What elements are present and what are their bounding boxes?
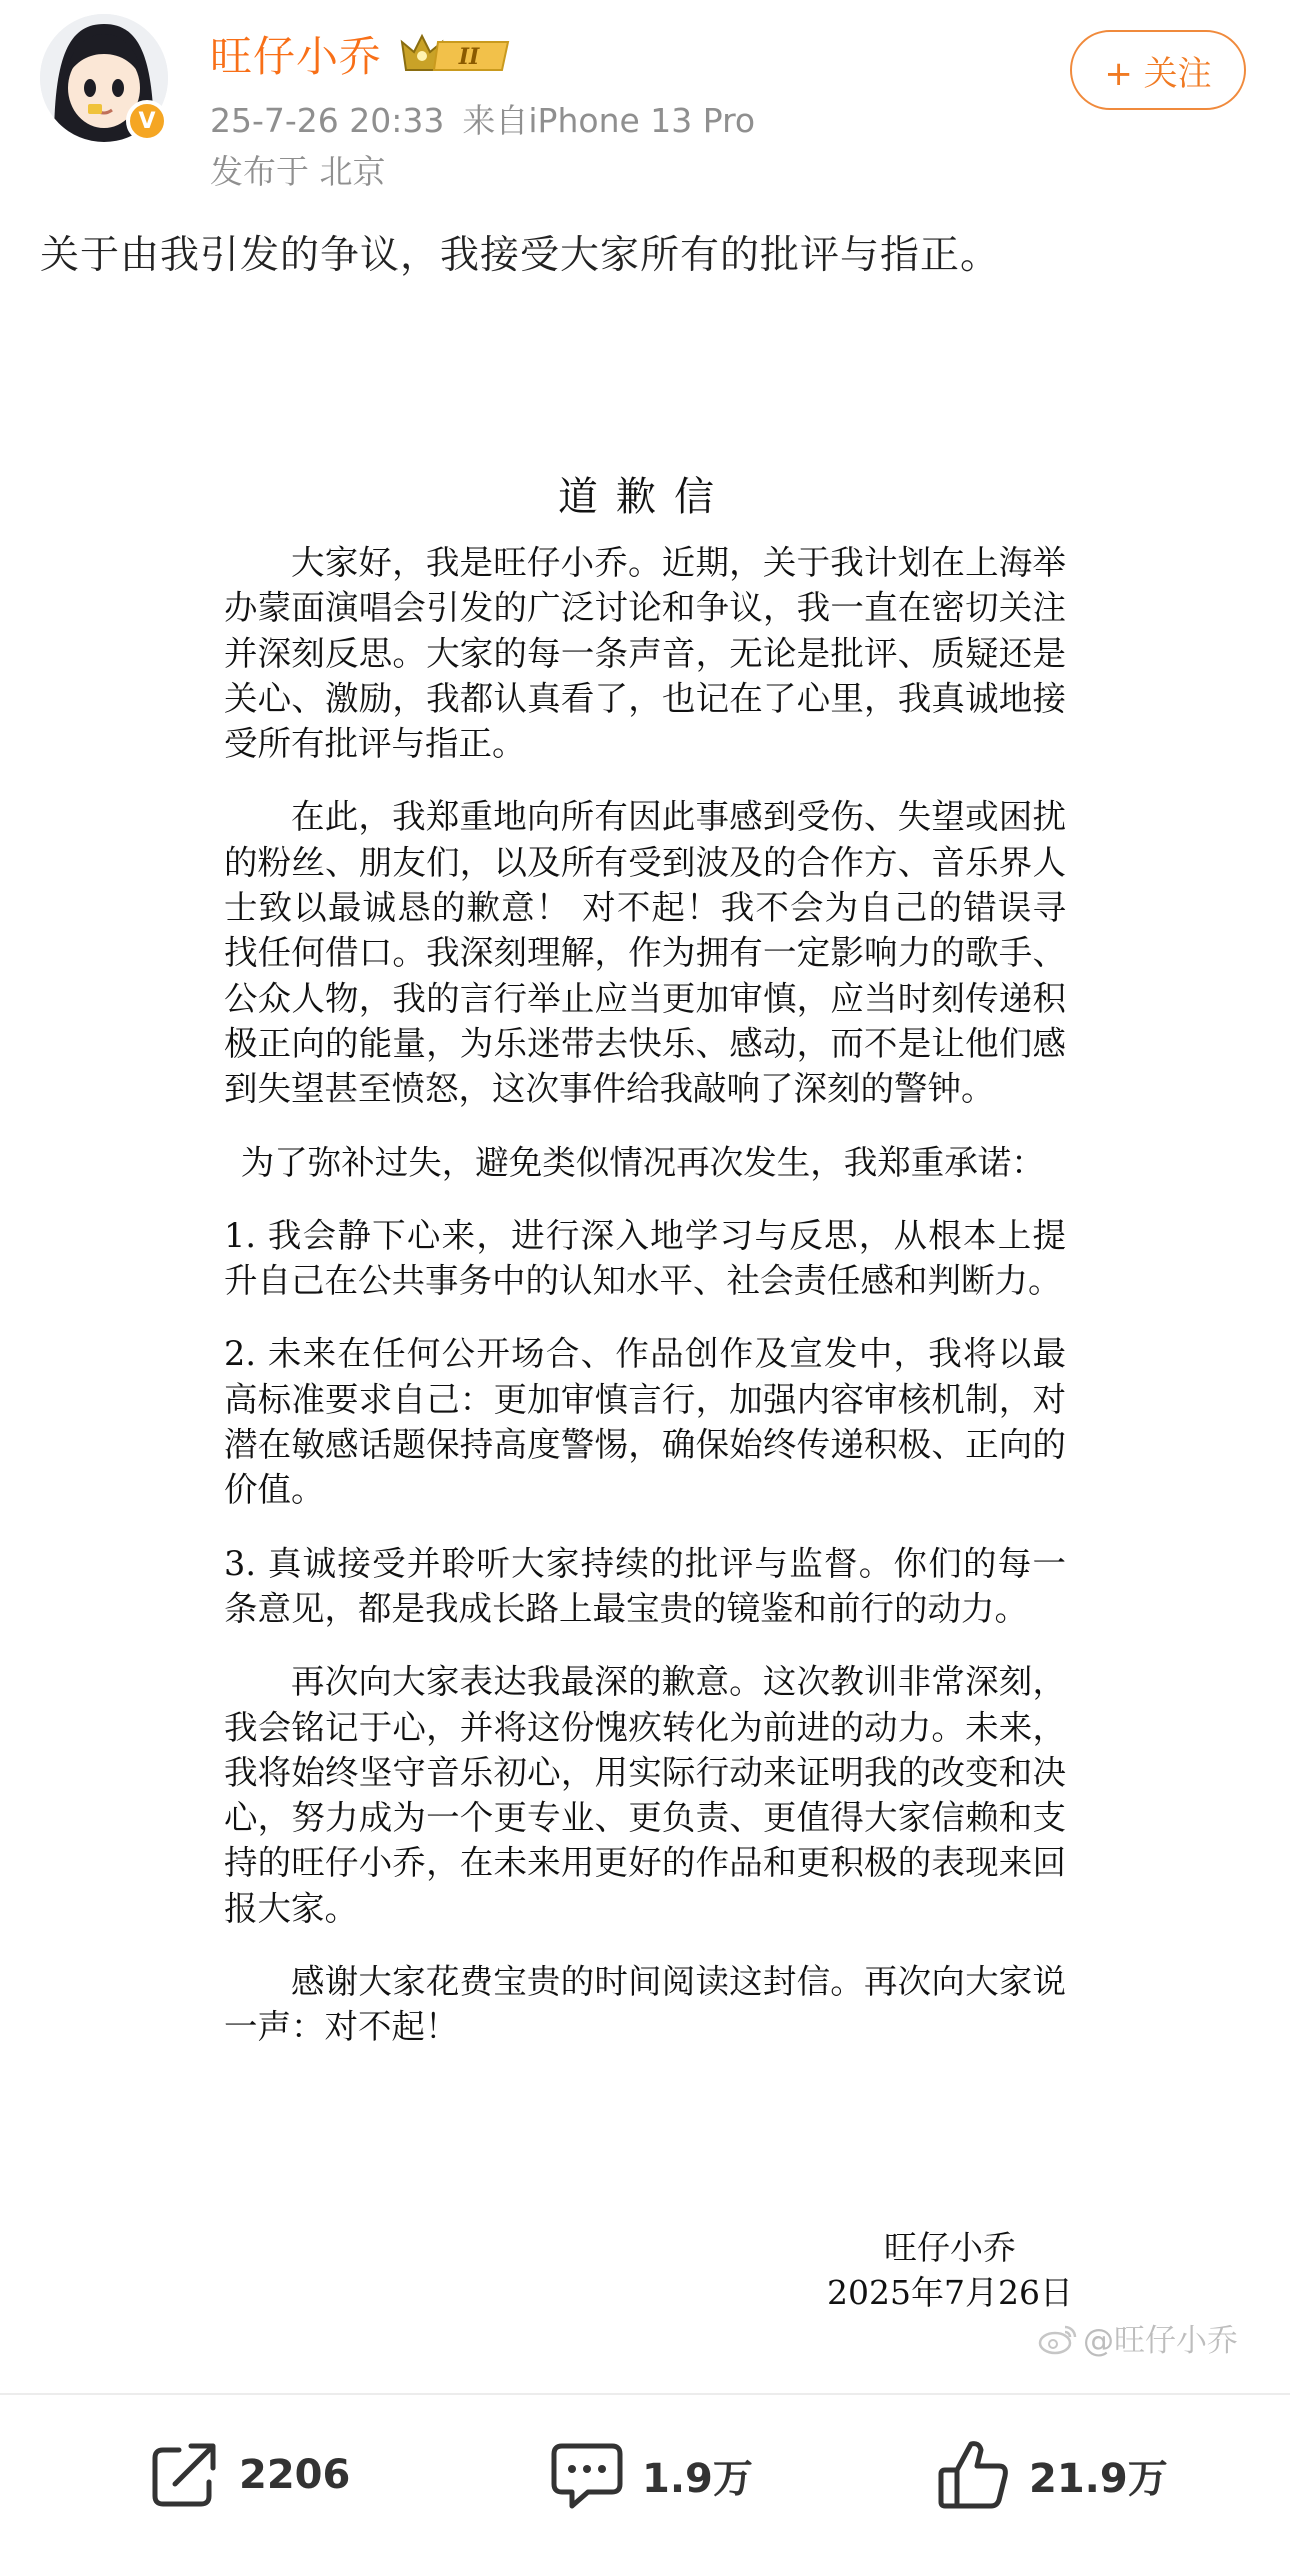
follow-button[interactable]: + 关注	[1070, 30, 1246, 110]
username[interactable]: 旺仔小乔	[210, 32, 383, 81]
weibo-watermark	[1037, 2315, 1238, 2360]
post-text: 关于由我引发的争议，我接受大家所有的批评与指正。	[40, 233, 1001, 278]
letter-paragraph: 大家好，我是旺仔小乔。近期，关于我计划在上海举办蒙面演唱会引发的广泛讨论和争议，我一直在密切关注并深刻反思。大家的每一条声音，无论是批评、质疑还是关心、激励，我都认真看了，也记在了心里，我真诚地接受所有批评与指正。	[224, 543, 1066, 764]
weibo-logo-icon	[1037, 2321, 1079, 2355]
level-badge-text: II	[458, 44, 480, 70]
post-time: 25-7-26 20:33	[210, 101, 445, 140]
comment-icon	[548, 2436, 626, 2514]
letter-title: 道歉信	[558, 474, 732, 520]
share-count: 2206	[239, 2452, 351, 2498]
action-bar	[0, 2395, 1290, 2563]
signature-date: 2025年7月26日	[827, 2273, 1073, 2312]
letter-list-item: 1. 我会静下心来，进行深入地学习与反思，从根本上提升自己在公共事务中的认知水平、社会责任感和判断力。	[224, 1215, 1066, 1301]
letter-paragraph: 在此，我郑重地向所有因此事感到受伤、失望或困扰的粉丝、朋友们，以及所有受到波及的合作方、音乐界人士致以最诚恳的歉意！ 对不起！我不会为自己的错误寻找任何借口。我深刻理解，作为拥有一定影响力的歌手、公众人物，我的言行举止应当更加审慎，应当时刻传递积极正向的能量，为乐迷带去快乐、感动，而不是让他们感到失望甚至愤怒，这次事件给我敲响了深刻的警钟。	[224, 797, 1066, 1109]
letter-signature	[790, 2225, 1110, 2315]
comment-button[interactable]	[548, 2435, 753, 2515]
like-button[interactable]	[935, 2435, 1168, 2515]
signature-name: 旺仔小乔	[884, 2228, 1016, 2267]
share-button[interactable]	[145, 2435, 350, 2515]
letter-body	[224, 540, 1066, 2078]
verified-badge-icon: V	[126, 100, 168, 142]
share-icon	[145, 2436, 223, 2514]
letter-list-item: 3. 真诚接受并聆听大家持续的批评与监督。你们的每一条意见，都是我成长路上最宝贵的镜鉴和前行的动力。	[224, 1543, 1066, 1628]
post-device: 来自iPhone 13 Pro	[462, 101, 756, 140]
letter-list-item: 2. 未来在任何公开场合、作品创作及宣发中，我将以最高标准要求自己：更加审慎言行，加强内容审核机制，对潜在敏感话题保持高度警惕，确保始终传递积极、正向的价值。	[224, 1334, 1066, 1510]
vip-crown-icon	[398, 30, 516, 76]
post-location: 发布于 北京	[210, 152, 386, 191]
letter-paragraph: 感谢大家花费宝贵的时间阅读这封信。再次向大家说一声：对不起！	[224, 1962, 1066, 2047]
post-meta	[210, 95, 755, 142]
watermark-text: @旺仔小乔	[1083, 2323, 1238, 2359]
apology-letter-image[interactable]	[0, 300, 1290, 2380]
comment-count: 1.9万	[642, 2455, 753, 2502]
post-header	[0, 0, 1290, 278]
thumbs-up-icon	[935, 2436, 1013, 2514]
letter-paragraph: 为了弥补过失，避免类似情况再次发生，我郑重承诺：	[240, 1142, 1045, 1182]
letter-paragraph: 再次向大家表达我最深的歉意。这次教训非常深刻，我会铭记于心，并将这份愧疚转化为前进的动力。未来，我将始终坚守音乐初心，用实际行动来证明我的改变和决心，努力成为一个更专业、更负责、更值得大家信赖和支持的旺仔小乔，在未来用更好的作品和更积极的表现来回报大家。	[224, 1662, 1066, 1928]
like-count: 21.9万	[1029, 2455, 1168, 2502]
